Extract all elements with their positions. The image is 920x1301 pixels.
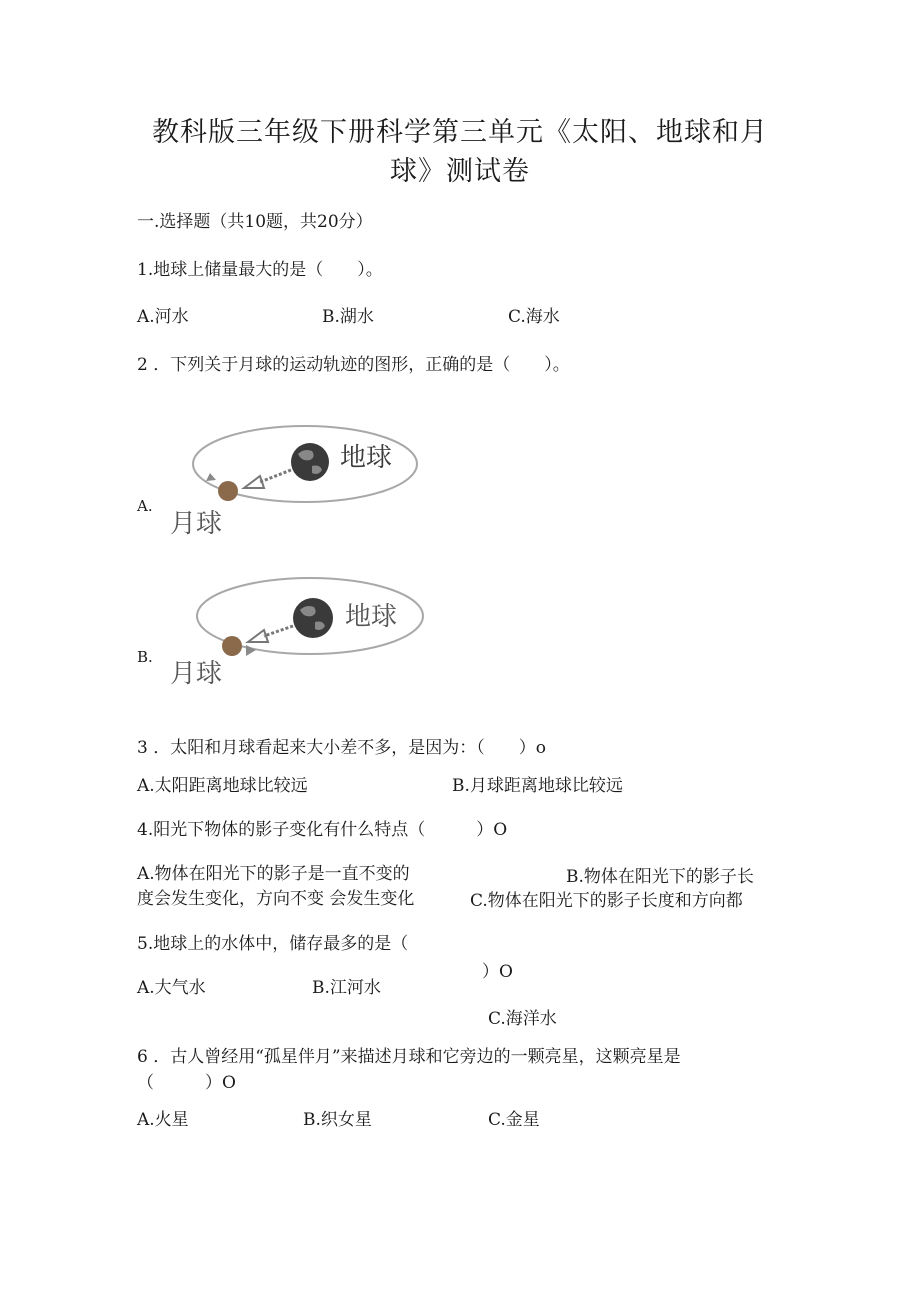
- question-5-paren-close: ）O: [482, 962, 513, 982]
- earth-icon: [293, 598, 333, 638]
- question-6-paren: （ ）O: [137, 1073, 236, 1093]
- orbit-direction-arrow-icon: [206, 473, 216, 481]
- question-6-option-c: C.金星: [488, 1110, 540, 1130]
- question-4-option-b-line1: B.物体在阳光下的影子长: [566, 867, 754, 887]
- orbit-direction-arrow-icon: [246, 645, 256, 656]
- moon-orbit-figure-b: [160, 570, 435, 695]
- moon-label: 月球: [170, 659, 223, 689]
- question-6-text: 6 ．古人曾经用“孤星伴月”来描述月球和它旁边的一颗亮星，这颗亮星是: [137, 1047, 681, 1067]
- question-3-text: 3 ．太阳和月球看起来大小差不多，是因为：（ ）o: [137, 738, 546, 758]
- question-5-option-b: B.江河水: [312, 978, 381, 998]
- question-5-option-a: A.大气水: [137, 978, 206, 998]
- question-1-option-a: A.河水: [137, 307, 189, 327]
- question-5-text: 5.地球上的水体中，储存最多的是（: [137, 934, 409, 954]
- question-3-option-b: B.月球距离地球比较远: [452, 776, 623, 796]
- gravity-arrow-icon: [244, 476, 264, 488]
- question-5-option-c: C.海洋水: [488, 1009, 557, 1029]
- earth-label: 地球: [345, 602, 398, 632]
- question-6-option-a: A.火星: [137, 1110, 189, 1130]
- section-header: 一.选择题（共10题，共20分）: [137, 212, 373, 232]
- question-1-option-c: C.海水: [508, 307, 560, 327]
- question-2-option-a-letter: A.: [137, 497, 153, 515]
- moon-orbit-figure-a: [160, 418, 430, 543]
- question-4-option-c: C.物体在阳光下的影子长度和方向都: [470, 891, 743, 911]
- question-6-option-b: B.织女星: [303, 1110, 372, 1130]
- question-1-text: 1.地球上储量最大的是（ ）。: [137, 260, 383, 280]
- question-4-option-a-line1: A.物体在阳光下的影子是一直不变的: [137, 864, 410, 884]
- page-title-line1: 教科版三年级下册科学第三单元《太阳、地球和月: [152, 117, 768, 148]
- gravity-arrow-icon: [248, 630, 268, 642]
- moon-icon: [218, 481, 238, 501]
- question-1-option-b: B.湖水: [322, 307, 374, 327]
- question-3-option-a: A.太阳距离地球比较远: [137, 776, 308, 796]
- earth-label: 地球: [340, 443, 393, 473]
- page-title-line2: 球》测试卷: [390, 156, 530, 187]
- question-2-text: 2 ．下列关于月球的运动轨迹的图形，正确的是（ ）。: [137, 355, 570, 375]
- earth-icon: [291, 443, 329, 481]
- moon-icon: [222, 636, 242, 656]
- moon-label: 月球: [170, 509, 223, 539]
- question-4-option-a-line2: 度会发生变化，方向不变 会发生变化: [137, 889, 415, 909]
- question-2-option-b-letter: B.: [137, 648, 153, 666]
- question-4-text: 4.阳光下物体的影子变化有什么特点（ ）O: [137, 820, 508, 840]
